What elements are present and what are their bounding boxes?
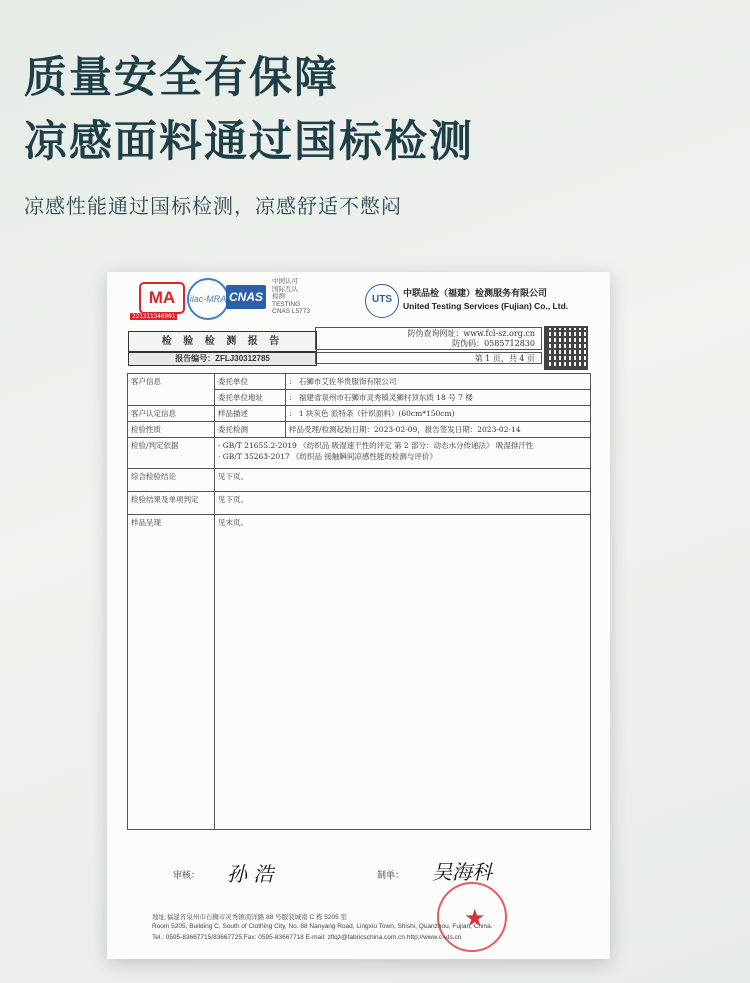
table-row: 客户认定信息 样品描述 ： 1 块灰色 派特条（针织面料）(60cm*150cm) xyxy=(128,406,591,422)
report-number: 报告编号：ZFLJ30312785 xyxy=(128,352,317,366)
table-row: 检验性质 委托检测 样品受理/检测起始日期：2023-02-09，报告签发日期：2023-02-14 xyxy=(128,422,591,438)
anti-fake-site: 防伪查询网址：www.fcl-sz.org.cn xyxy=(407,329,535,338)
review-label: 审核： xyxy=(173,871,201,881)
seal-star-icon: ★ xyxy=(464,904,486,932)
anti-fake-box xyxy=(315,327,542,350)
uts-logo: UTS xyxy=(365,284,399,318)
table-row: 检验/判定依据 · GB/T 21655.2-2019 《纺织品 吸湿速干性的评定 第 2 部分：动态水分传递法》 吸湿排汗性 · GB/T 35263-2017 《纺织品 接触瞬间凉感性能的检测与评价》 xyxy=(128,438,591,469)
headline-line-1: 质量安全有保障 xyxy=(24,53,339,103)
footer-contact: Tel.: 0595-83667715/83667725 Fax: 0595-83667718 E-mail: zflqz@fabricschina.com.cn http://www.c-uts.cn xyxy=(152,934,462,941)
test-report-document xyxy=(107,272,610,959)
table-row: 检验结果及单项判定 见下页。 xyxy=(128,492,591,515)
footer-address-cn: 地址:福建省泉州市石狮市灵秀镇南洋路 88 号服装城南 C 栋 5205 室 xyxy=(152,914,348,921)
qr-code-icon xyxy=(544,326,588,370)
ilac-mra-logo: ilac-MRA xyxy=(187,278,229,320)
prepare-label: 制单： xyxy=(377,871,405,881)
anti-fake-code: 防伪码：0585712830 xyxy=(452,339,535,348)
prepare-signature: 吴海科 xyxy=(432,860,492,884)
table-row: 综合检验结论 见下页。 xyxy=(128,469,591,492)
lab-name-en: United Testing Services (Fujian) Co., Ltd. xyxy=(403,301,569,311)
report-table xyxy=(127,373,591,830)
report-title: 检 验 检 测 报 告 xyxy=(128,331,317,352)
cnas-logo: CNAS xyxy=(226,285,266,309)
review-signature: 孙 浩 xyxy=(227,862,274,886)
cma-logo: MA xyxy=(139,282,185,314)
table-row: 客户信息 委托单位 ： 石狮市艾佐华贵服饰有限公司 xyxy=(128,374,591,390)
cma-number: 221311340001 xyxy=(132,313,176,320)
footer-address-en: Room 5205, Building C, South of Clothing City, No. 88 Nanyang Road, Lingxiu Town, Shishi, Quanzhou, Fujian, China. xyxy=(152,923,493,930)
subtitle: 凉感性能通过国标检测，凉感舒适不憋闷 xyxy=(24,194,402,218)
cnas-accreditation-text: 中国认可 国际互认 检测 TESTING CNAS L5773 xyxy=(272,278,310,315)
table-row: 样品呈现 见末页。 xyxy=(128,515,591,830)
table-row: 委托单位地址 ： 福建省泉州市石狮市灵秀镇灵狮村顶东质 18 号 7 楼 xyxy=(128,390,591,406)
lab-name-cn: 中联品检（福建）检测服务有限公司 xyxy=(403,288,548,298)
page-indicator: 第 1 页，共 4 页 xyxy=(315,352,542,364)
headline-line-2: 凉感面料通过国标检测 xyxy=(24,117,474,167)
